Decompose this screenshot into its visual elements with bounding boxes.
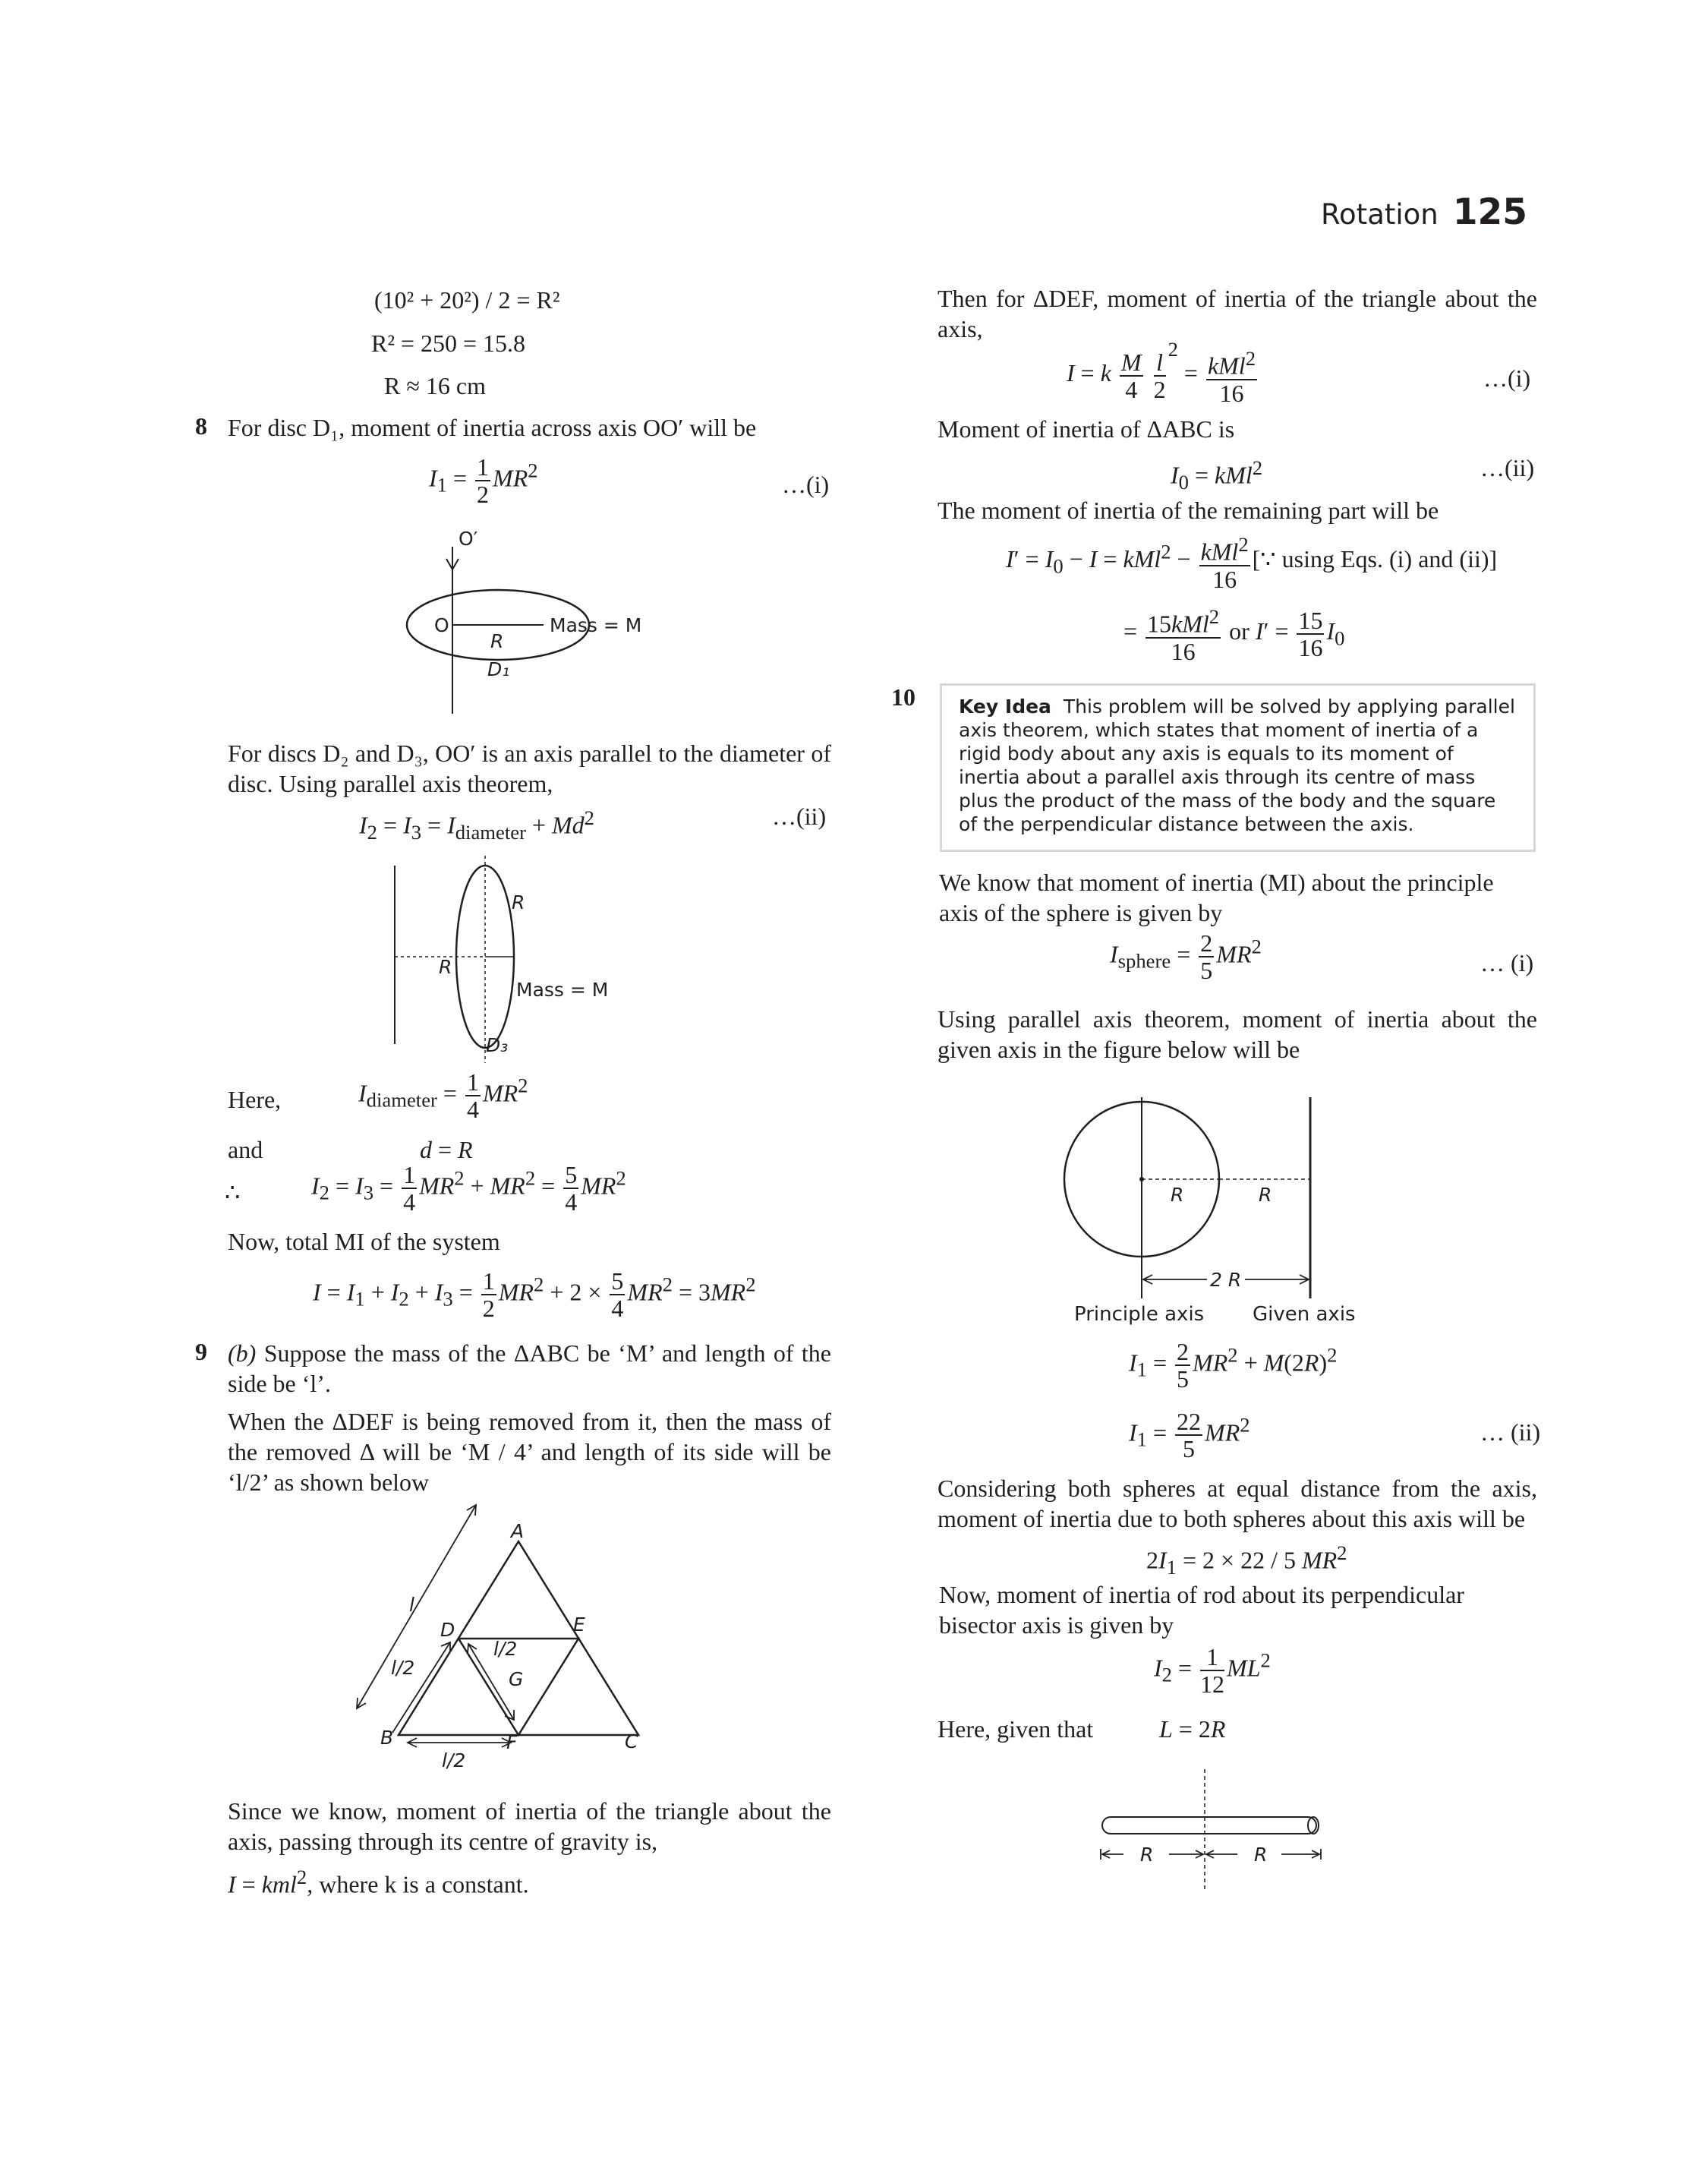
question-8-number: 8 (195, 412, 207, 440)
label-o-prime: O′ (459, 528, 478, 550)
figure-disc-d1 (349, 524, 668, 721)
eq-i1-a: $I_1$ = $\frac{2}{5}$ $MR^2 + M(2R)^2$ (1129, 1338, 1338, 1393)
label-g: G (509, 1668, 524, 1690)
eq-r-line1: (10² + 20²) / 2 = R² (374, 286, 560, 314)
q9-option: (b) (228, 1339, 257, 1367)
eq-i-prime-result: = $\frac{15kMl^2}{16}$ or I′ = $\frac{15}{16}$ $I_0$ (1123, 605, 1345, 665)
q9-para3: Since we know, moment of inertia of the triangle about the axis, passing through its centre of gravity is, (228, 1797, 831, 1855)
label-f: F (506, 1731, 518, 1753)
page-number: 125 (1452, 191, 1527, 233)
chapter-title: Rotation (1321, 198, 1439, 231)
eq-i0: $I_0 = kMl^2$ (1171, 456, 1263, 494)
now-total: Now, total MI of the system (228, 1228, 500, 1255)
q8-eq2-tag: …(ii) (772, 803, 827, 830)
label-mass: Mass = M (550, 614, 642, 636)
figure-disc-d3 (380, 854, 638, 1071)
eq-total-mi: $I = I_1 + I_2 + I_3$ = $\frac{1}{2}$ $MR^2 + 2$ × $\frac{5}{4}$ $MR^2 = 3MR^2$ (313, 1267, 756, 1322)
label-a: A (511, 1520, 525, 1542)
running-header (1321, 191, 1533, 237)
q8-eq2: $I_2 = I_3 = I_{diameter} + Md^2$ (359, 806, 594, 844)
right-para7: Now, moment of inertia of rod about its perpendicular bisector axis is given by (939, 1581, 1464, 1639)
label-principle-axis: Principle axis (1074, 1303, 1205, 1326)
here-given: Here, given that (938, 1715, 1094, 1743)
q9-para1 (228, 1338, 831, 1399)
eq-r-line2: R² = 250 = 15.8 (371, 330, 526, 357)
figure-triangle (345, 1492, 664, 1777)
eq-l-equals-2r: L = 2R (1159, 1715, 1226, 1743)
right-para5: Using parallel axis theorem, moment of inertia about the given axis in the figure below will be (938, 1005, 1537, 1063)
label-r-left: R (439, 956, 452, 978)
label-d1: D₁ (487, 658, 510, 680)
label-l2-left: l/2 (391, 1657, 415, 1679)
using-eqs: [∵ using Eqs. (i) and (ii)] (1252, 545, 1498, 573)
key-idea-box (940, 683, 1536, 852)
label-mass: Mass = M (516, 979, 609, 1001)
q9-para4: I = kml$^2$, where k is a constant. (228, 1866, 529, 1898)
right-para4: We know that moment of inertia (MI) about the principle axis of the sphere is given by (939, 869, 1494, 926)
eq-2i1: $2I_1 = 2 \times 22 / 5$ $MR^2$ (1146, 1541, 1347, 1579)
label-2r: 2 R (1210, 1269, 1242, 1291)
label-r-left: R (1140, 1844, 1154, 1866)
eq-i-diameter: $I_{diameter}$ = $\frac{1}{4}$ $MR^2$ (358, 1068, 528, 1123)
question-10-number: 10 (891, 683, 915, 711)
eq-i2-i3: $I_2 = I_3$ = $\frac{1}{4}$ $MR^2 + MR^2$ = $\frac{5}{4}$ $MR^2$ (311, 1161, 626, 1216)
and-label: and (228, 1136, 263, 1163)
eq-i-prime: $I' = I_0 - I = kMl^2$ − $\frac{kMl^2}{16}$ [∵ using Eqs. (i) and (ii)] (1006, 533, 1498, 593)
label-r1: R (1171, 1184, 1184, 1206)
or-label: or (1229, 617, 1249, 645)
eq-i-sphere: $I_{sphere}$ = $\frac{2}{5}$ $MR^2$ (1110, 929, 1262, 984)
arrow-l (357, 1505, 476, 1708)
label-r-right: R (1254, 1844, 1268, 1866)
q8-para2: For discs D₂ and D₃, OO′ is an axis parallel to the diameter of disc. Using parallel axis theorem, (228, 740, 831, 797)
arrow-l2-left (392, 1642, 450, 1733)
label-l: l (409, 1594, 414, 1616)
right-para3: The moment of inertia of the remaining part will be (938, 497, 1439, 524)
label-l2-inner: l/2 (493, 1638, 518, 1660)
q8-eq1: $I_1$ = $\frac{1}{2}$ $MR^2$ (429, 453, 538, 508)
eq-i2-rod: $I_2$ = $\frac{1}{12}$ $ML^2$ (1154, 1643, 1271, 1698)
label-given-axis: Given axis (1253, 1303, 1356, 1326)
label-d: D (440, 1619, 455, 1641)
q8-eq1-tag: …(i) (782, 471, 830, 498)
figure-sphere (1063, 1097, 1366, 1333)
label-o: O (434, 614, 449, 636)
label-e: E (573, 1614, 585, 1636)
key-idea-text: This problem will be solved by applying parallel axis theorem, which states that moment of inertia of a rigid body about any axis is equals to its moment of inertia about a parallel axis through its centre of mass plus the product of the mass of the body and the square of the perpendicular distance between the axis. (959, 696, 1515, 835)
q9-para4-suffix: , where k is a constant. (307, 1870, 529, 1898)
right-para2: Moment of inertia of ΔABC is (938, 415, 1235, 443)
key-idea-label: Key Idea (959, 696, 1051, 718)
label-d3: D₃ (486, 1034, 509, 1056)
right-para1: Then for ΔDEF, moment of inertia of the triangle about the axis, (938, 285, 1537, 342)
rod-body (1102, 1817, 1316, 1834)
figure-rod (1093, 1765, 1336, 1894)
question-9-number: 9 (195, 1338, 207, 1365)
label-r-top: R (512, 891, 525, 913)
here-label: Here, (228, 1086, 282, 1113)
eq-i-def-tag: …(i) (1483, 364, 1531, 392)
q9-para1-text: Suppose the mass of the ΔABC be ‘M’ and length of the side be ‘l’. (228, 1339, 832, 1397)
label-l2-bottom: l/2 (442, 1749, 466, 1771)
therefore-label: ∴ (225, 1178, 241, 1206)
eq-d-equals-r: d = R (420, 1136, 473, 1163)
label-r: R (490, 630, 504, 652)
eq-i0-tag: …(ii) (1480, 454, 1535, 481)
right-para6: Considering both spheres at equal distance from the axis, moment of inertia due to both spheres about this axis will be (938, 1475, 1537, 1532)
label-r2: R (1259, 1184, 1272, 1206)
label-b: B (380, 1727, 394, 1749)
eq-i1-b-tag: … (ii) (1480, 1418, 1541, 1446)
eq-r-line3: R ≈ 16 cm (384, 372, 486, 399)
eq-i1-b: $I_1$ = $\frac{22}{5}$ $MR^2$ (1129, 1408, 1250, 1462)
q9-para2: When the ΔDEF is being removed from it, then the mass of the removed Δ will be ‘M / 4’ and length of its side will be ‘l/2’ as shown below (228, 1408, 831, 1496)
eq-i-sphere-tag: … (i) (1480, 949, 1534, 976)
eq-i-def: I = k $\frac{M}{4}$ $\frac{l}{2}$ $^2$ = $\frac{kMl^2}{16}$ (1067, 337, 1256, 407)
label-c: C (625, 1730, 638, 1752)
q8-intro: For disc D₁, moment of inertia across axis OO′ will be (228, 414, 757, 441)
